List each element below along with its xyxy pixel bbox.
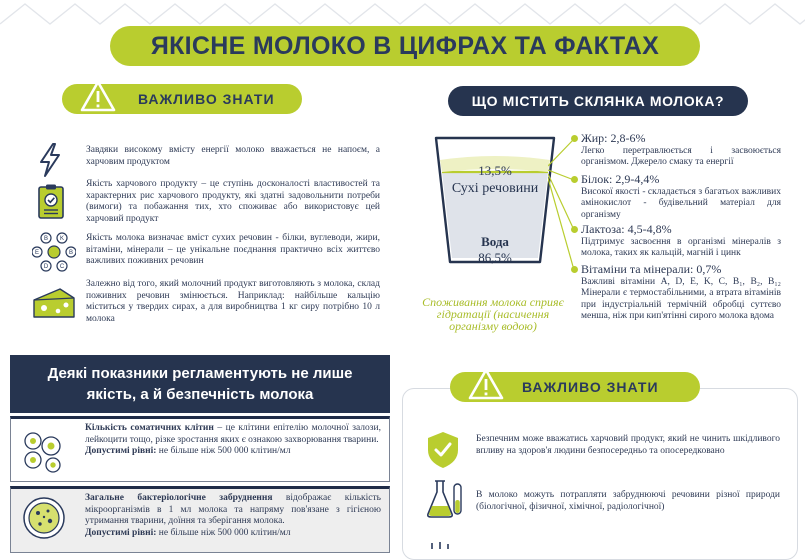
clipboard-check-icon [36,183,66,221]
important-right-frame [402,388,798,560]
lightning-icon [36,142,64,178]
svg-text:B: B [43,236,49,242]
somatic-text [85,423,381,458]
water-percent: 86,5% [478,250,512,265]
cheese-icon [32,286,76,320]
protein-name: Білок: [581,172,613,186]
flask-icon [425,478,465,520]
safety-item-2-text: В молоко можуть потрапляти забруднюючі речовини різної природи (біологічної, фізичної, хімічної, радіологічної) [476,490,780,512]
partial-icon-bottom [428,540,458,549]
fat-bullet [571,135,578,142]
warning-icon-2 [468,368,504,400]
vitamins-name: Вітаміни та мінерали: [581,262,694,276]
solids-label: Сухі речовини [451,181,539,196]
protein-bullet [571,176,578,183]
component-protein [581,172,781,221]
svg-text:D: D [43,264,49,270]
somatic-desc: – це клітини епітелію молочної залози, лейкоцити тощо, різке зростання яких є ознакою захворювання тварини. [85,423,381,445]
component-fat [581,131,781,169]
component-vitamins [581,262,781,323]
water-label: Вода [481,234,509,249]
svg-text:E: E [34,250,40,256]
safety-item-1-text: Безпечним може вважатись харчовий продукт, який не чинить шкідливого впливу на здоров'я людини безпосередньо та опосередковано [476,434,780,456]
important-item-3-text: Якість молока визначає вміст сухих речовин - білки, вуглеводи, жири, вітаміни, мінерали – це унікальне поєднання практично всіх життєво важливих поживних речовин [86,233,380,267]
cells-icon [19,429,67,475]
protein-value: 2,9-4,4% [615,172,660,186]
warning-icon [80,80,116,112]
zigzag-border-decoration [0,0,805,28]
svg-text:C: C [59,264,65,270]
bacterial-allowed-value: не більше ніж 500 000 клітин/мл [156,527,291,538]
somatic-term: Кількість соматичних клітин [85,423,214,433]
fat-value: 2,8-6% [610,131,646,145]
important-item-1-text: Завдяки високому вмісту енергії молоко вважається не напоєм, а харчовим продуктом [86,145,380,167]
important-item-2-text: Якість харчового продукту – це ступінь досконалості властивостей та характерних рис харчового продукту, які здатні задовольнити потреби (вимоги) та побажання тих, хто споживає або використовує цей харчовий продукт [86,179,380,224]
component-lactose [581,222,781,260]
shield-check-icon [425,430,461,470]
bacterial-desc: відображає кількість мікроорганізмів в 1 мл молока та напряму пов'язане з гігієною утримання тварини, доїння та зберігання молока. [85,493,381,527]
vitamins-bullet [571,266,578,273]
petri-dish-icon [21,495,67,541]
solids-percent: 13,5% [478,163,512,178]
important-item-4-text: Залежно від того, який молочний продукт виготовляють з молока, склад поживних речовин змінюється. Наприклад: найбільше кальцію міститься у твердих сирах, а для виробництва 1 кг сиру потрібно 10 л молока [86,279,380,324]
bacterial-allowed-label: Допустимі рівні: [85,527,157,538]
vitamins-value: 0,7% [696,262,722,276]
fat-name: Жир: [581,131,608,145]
important-right-label: ВАЖЛИВО ЗНАТИ [522,379,659,395]
somatic-allowed-value: не більше ніж 500 000 клітин/мл [156,446,291,457]
fat-desc: Легко перетравлюється і засвоюється організмом. Джерело смаку та енергії [581,146,781,168]
molecules-icon [32,232,76,272]
regulation-card-somatic [10,416,390,482]
bacterial-term: Загальне бактеріологічне забруднення [85,493,273,503]
glass-connectors [548,130,582,280]
protein-desc: Високої якості - складається з багатьох важливих амінокислот - будівельний матеріал для організму [581,187,781,220]
svg-text:K: K [59,236,65,242]
regulation-header [10,355,390,413]
lactose-name: Лактоза: [581,222,625,236]
somatic-allowed-label: Допустимі рівні: [85,446,157,457]
regulation-heading: Деякі показники регламентують не лише якість, а й безпечність молока [47,365,353,403]
important-left-label: ВАЖЛИВО ЗНАТИ [138,91,275,107]
lactose-value: 4,5-4,8% [627,222,672,236]
lactose-bullet [571,226,578,233]
vitamins-desc: Важливі вітаміни A, D, E, K, C, B₁, B₂, B₁₂ Мінерали є термостабільними, а втрата вітамінів при індустріальній термічній обробці суттєво менша, ніж при кип'ятінні сирого молока вдома [581,277,781,322]
svg-text:B: B [68,250,74,256]
lactose-desc: Підтримує засвоєння в організмі мінералів з молока, таких як кальцій, магній і цинк [581,237,781,259]
glass-heading: ЩО МІСТИТЬ СКЛЯНКА МОЛОКА? [448,86,748,116]
page-title: ЯКІСНЕ МОЛОКО В ЦИФРАХ ТА ФАКТАХ [110,26,700,66]
hydration-caption: Споживання молока сприяє гідратації (насичення організму водою) [422,295,564,333]
bacterial-text [85,493,381,539]
regulation-card-bacterial [10,486,390,553]
